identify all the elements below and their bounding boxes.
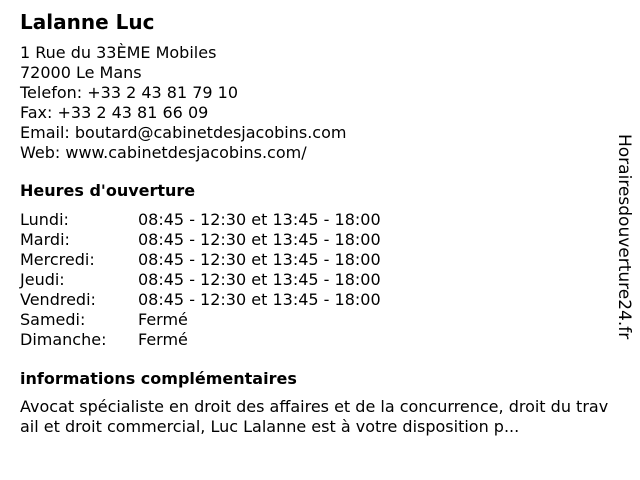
day-label: Mardi: [20, 230, 70, 249]
time-value: Fermé [138, 330, 188, 349]
info-description: Avocat spécialiste en droit des affaires et de la concurrence, droit du travail et droit commercial, Luc Lalanne est à votre disposition p... [20, 397, 609, 436]
hours-heading: Heures d'ouverture [20, 181, 196, 200]
city-postcode: 72000 Le Mans [20, 63, 142, 82]
time-value: 08:45 - 12:30 et 13:45 - 18:00 [138, 290, 381, 309]
hours-row-monday [20, 210, 620, 230]
website-link[interactable]: Web: www.cabinetdesjacobins.com/ [20, 143, 307, 162]
day-label: Lundi: [20, 210, 69, 229]
contact-block [20, 43, 620, 163]
day-label: Vendredi: [20, 290, 96, 309]
info-heading: informations complémentaires [20, 369, 297, 388]
day-label: Mercredi: [20, 250, 95, 269]
business-name: Lalanne Luc [20, 10, 155, 34]
hours-row-friday [20, 290, 620, 310]
opening-hours-table [20, 210, 620, 350]
time-value: 08:45 - 12:30 et 13:45 - 18:00 [138, 210, 381, 229]
hours-row-wednesday [20, 250, 620, 270]
site-watermark: Horairesdouverture24.fr [614, 134, 634, 340]
phone-number[interactable]: Telefon: +33 2 43 81 79 10 [20, 83, 239, 102]
day-label: Dimanche: [20, 330, 107, 349]
business-card [20, 8, 620, 437]
fax-number: Fax: +33 2 43 81 66 09 [20, 103, 209, 122]
day-label: Samedi: [20, 310, 86, 329]
street-address: 1 Rue du 33ÈME Mobiles [20, 43, 217, 62]
time-value: Fermé [138, 310, 188, 329]
time-value: 08:45 - 12:30 et 13:45 - 18:00 [138, 250, 381, 269]
time-value: 08:45 - 12:30 et 13:45 - 18:00 [138, 230, 381, 249]
time-value: 08:45 - 12:30 et 13:45 - 18:00 [138, 270, 381, 289]
hours-row-sunday [20, 330, 620, 350]
hours-row-saturday [20, 310, 620, 330]
hours-row-tuesday [20, 230, 620, 250]
email-address[interactable]: Email: boutard@cabinetdesjacobins.com [20, 123, 347, 142]
day-label: Jeudi: [20, 270, 65, 289]
hours-row-thursday [20, 270, 620, 290]
